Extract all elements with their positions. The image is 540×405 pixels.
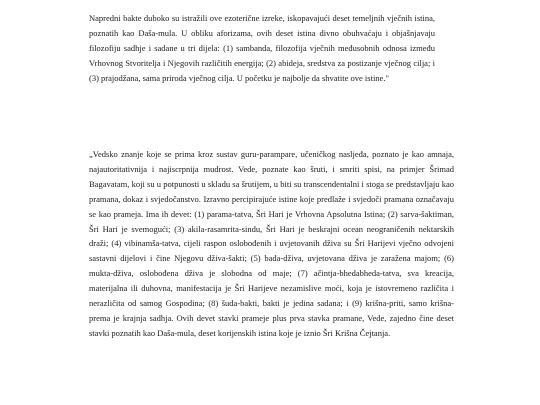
paragraph-intro: Napredni bakte duboko su istražili ove ezoterične izreke, iskopavajući deset temeljnih vječnih istina, poznatih kao Daša-mula. U obliku aforizama, ovih deset istina divno obuhvaćaju i objašnjavaju filozofiju sadhje i sadane u tri dijela: (1) sambanda, filozofija vječnih međusobnih odnosa između Vrhovnog Stvoritelja i Njegovih različitih energija; (2) abideja, sredstva za postizanje vječnog cilja; i (3) prajodžana, sama priroda vječnog cilja. U početku je najbolje da shvatite ove istine." [89,13,435,83]
paragraph-quote: „Vedsko znanje koje se prima kroz sustav guru-parampare, učeničkog nasljeđa, poznato je kao amnaja, najautoritativnija i najiscrpnija mudrost. Vede, poznate kao šruti, i smriti spisi, na primjer Šrimad Bagavatam, koji su u potpunosti u skladu sa šrutijem, u biti su transcendentalni i stoga se predstavljaju kao pramana, dokaz i svjedočanstvo. Izravno percipirajuće istine koje predlaže i svjedoči pramana označavaju se kao prameja. Ima ih devet: (1) parama-tatva, Šri Hari je Vrhovna Apsolutna Istina; (2) sarva-šaktiman, Šri Hari je svemogući; (3) akila-rasamrita-sindu, Šri Hari je beskrajni ocean neograničenih nektarskih draži; (4) vibinamša-tatva, cijeli raspon oslobođenih i uvjetovanih dživa su Šri Harijevi vječno odvojeni sastavni dijelovi i čine Njegovu dživa-šakti; (5) bada-dživa, uvjetovana dživa je zaražena majom; (6) mukta-dživa, oslobođena dživa je slobodna od maje; (7) ačintja-bhedabheda-tatva, sva kreacija, materijalna ili duhovna, manifestacija je Šri Harijeve nezamislive moći, koja je istovremeno različita i nerazličita od samog Gospodina; (8) šuda-bakti, bakti je jedina sadana; i (9) krišna-priti, samo krišna-prema je krajnja sadhja. Ovih devet stavki prameje plus prva stavka pramane, Vede, zajedno čine deset stavki poznatih kao Daša-mula, deset korijenskih istina koje je iznio Šri Krišna Čejtanja. [89,149,454,338]
